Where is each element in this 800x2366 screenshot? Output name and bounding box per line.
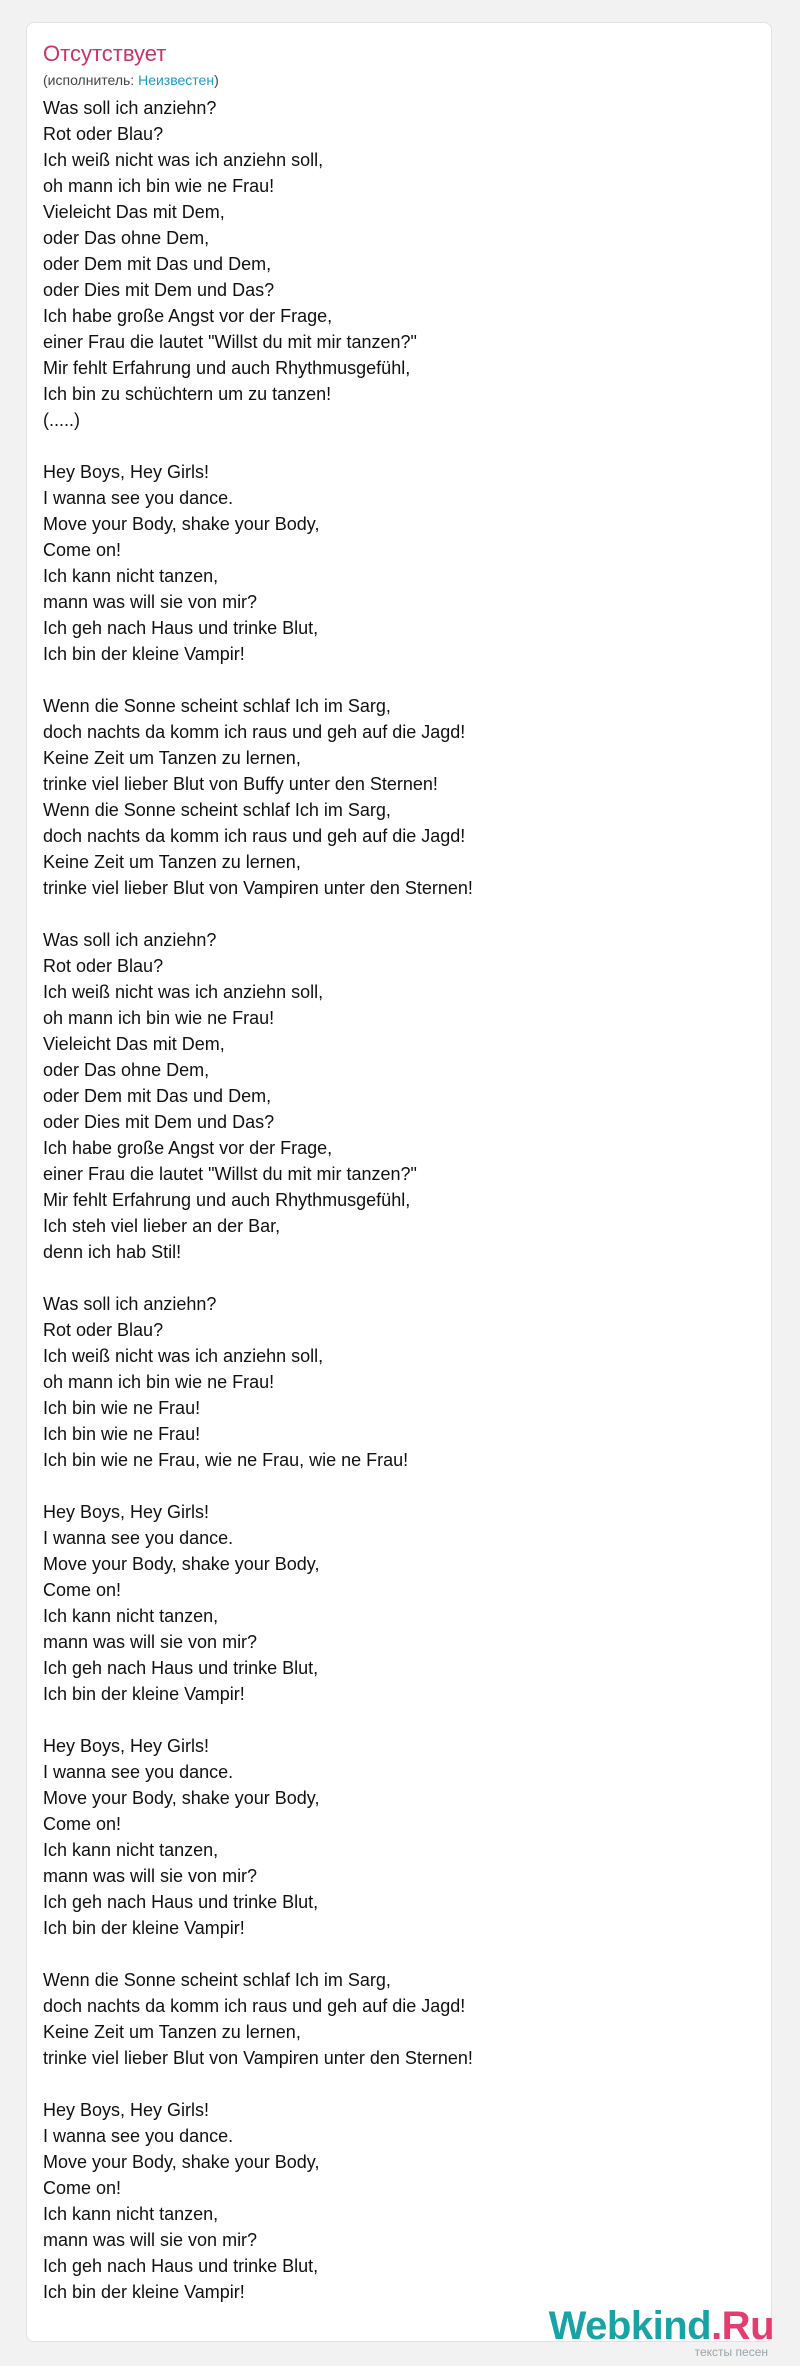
brand-tagline: тексты песен xyxy=(694,2345,768,2359)
lyrics-line: mann was will sie von mir? xyxy=(43,1866,258,1886)
lyrics-line: trinke viel lieber Blut von Buffy unter den Sternen! xyxy=(43,774,438,794)
lyrics-line: Rot oder Blau? xyxy=(43,124,164,144)
lyrics-line: I wanna see you dance. xyxy=(43,1528,234,1548)
lyrics-stanza xyxy=(43,2097,755,2305)
lyrics-line: Ich kann nicht tanzen, xyxy=(43,1606,219,1626)
lyrics-line: Keine Zeit um Tanzen zu lernen, xyxy=(43,852,301,872)
lyrics-line: oh mann ich bin wie ne Frau! xyxy=(43,1372,275,1392)
lyrics-line: Ich bin wie ne Frau, wie ne Frau, wie ne Frau! xyxy=(43,1450,409,1470)
lyrics-line: Was soll ich anziehn? xyxy=(43,930,217,950)
lyrics-card xyxy=(26,22,772,2342)
lyrics-line: Ich kann nicht tanzen, xyxy=(43,2204,219,2224)
lyrics-line: Ich geh nach Haus und trinke Blut, xyxy=(43,1658,319,1678)
lyrics-line: Ich steh viel lieber an der Bar, xyxy=(43,1216,281,1236)
lyrics-line: mann was will sie von mir? xyxy=(43,1632,258,1652)
lyrics-line: mann was will sie von mir? xyxy=(43,2230,258,2250)
lyrics-line: oder Dem mit Das und Dem, xyxy=(43,254,272,274)
lyrics-line: doch nachts da komm ich raus und geh auf die Jagd! xyxy=(43,826,466,846)
lyrics-line: trinke viel lieber Blut von Vampiren unter den Sternen! xyxy=(43,2048,473,2068)
lyrics-line: Hey Boys, Hey Girls! xyxy=(43,462,210,482)
lyrics-line: oder Dies mit Dem und Das? xyxy=(43,280,275,300)
lyrics-line: Ich bin der kleine Vampir! xyxy=(43,644,245,664)
lyrics-line: oder Dies mit Dem und Das? xyxy=(43,1112,275,1132)
lyrics-line: Rot oder Blau? xyxy=(43,956,164,976)
lyrics-line: Hey Boys, Hey Girls! xyxy=(43,1502,210,1522)
lyrics-line: oh mann ich bin wie ne Frau! xyxy=(43,176,275,196)
lyrics-line: Was soll ich anziehn? xyxy=(43,1294,217,1314)
lyrics-line: Ich bin wie ne Frau! xyxy=(43,1398,201,1418)
lyrics-stanza xyxy=(43,927,755,1265)
lyrics-line: Ich bin der kleine Vampir! xyxy=(43,1918,245,1938)
lyrics-stanza xyxy=(43,1967,755,2071)
lyrics-line: Keine Zeit um Tanzen zu lernen, xyxy=(43,2022,301,2042)
lyrics-line: trinke viel lieber Blut von Vampiren unter den Sternen! xyxy=(43,878,473,898)
lyrics-line: Ich kann nicht tanzen, xyxy=(43,566,219,586)
lyrics-line: oder Das ohne Dem, xyxy=(43,228,210,248)
lyrics-line: Come on! xyxy=(43,540,122,560)
lyrics-line: Come on! xyxy=(43,2178,122,2198)
lyrics-line: Keine Zeit um Tanzen zu lernen, xyxy=(43,748,301,768)
lyrics-line: Mir fehlt Erfahrung und auch Rhythmusgefühl, xyxy=(43,1190,411,1210)
lyrics-line: Ich geh nach Haus und trinke Blut, xyxy=(43,1892,319,1912)
lyrics-line: I wanna see you dance. xyxy=(43,1762,234,1782)
song-title: Отсутствует xyxy=(43,41,167,66)
lyrics-line: Mir fehlt Erfahrung und auch Rhythmusgefühl, xyxy=(43,358,411,378)
lyrics-line: Vieleicht Das mit Dem, xyxy=(43,1034,225,1054)
lyrics-line: Ich bin zu schüchtern um zu tanzen! xyxy=(43,384,332,404)
lyrics-line: oder Das ohne Dem, xyxy=(43,1060,210,1080)
lyrics-line: Hey Boys, Hey Girls! xyxy=(43,1736,210,1756)
brand-name xyxy=(549,2306,774,2346)
lyrics-stanza xyxy=(43,459,755,667)
artist-link[interactable]: Неизвестен xyxy=(138,72,215,88)
lyrics-line: I wanna see you dance. xyxy=(43,488,234,508)
lyrics-line: doch nachts da komm ich raus und geh auf die Jagd! xyxy=(43,722,466,742)
lyrics-line: Wenn die Sonne scheint schlaf Ich im Sarg, xyxy=(43,696,391,716)
lyrics-line: mann was will sie von mir? xyxy=(43,592,258,612)
lyrics-line: Come on! xyxy=(43,1580,122,1600)
lyrics-stanza xyxy=(43,693,755,901)
lyrics-line: Rot oder Blau? xyxy=(43,1320,164,1340)
lyrics-line: Ich weiß nicht was ich anziehn soll, xyxy=(43,1346,324,1366)
lyrics-line: denn ich hab Stil! xyxy=(43,1242,182,1262)
lyrics-line: Ich geh nach Haus und trinke Blut, xyxy=(43,2256,319,2276)
lyrics-content xyxy=(43,41,755,2331)
lyrics-line: Move your Body, shake your Body, xyxy=(43,1554,320,1574)
lyrics-line: Wenn die Sonne scheint schlaf Ich im Sarg, xyxy=(43,800,391,820)
brand-name-main: Webkind xyxy=(548,2304,712,2348)
lyrics-line: Ich weiß nicht was ich anziehn soll, xyxy=(43,982,324,1002)
lyrics-line: (.....) xyxy=(43,410,80,430)
lyrics-line: Come on! xyxy=(43,1814,122,1834)
lyrics-line: Ich habe große Angst vor der Frage, xyxy=(43,306,333,326)
lyrics-stanza xyxy=(43,95,755,433)
lyrics-line: Vieleicht Das mit Dem, xyxy=(43,202,225,222)
lyrics-stanza xyxy=(43,1499,755,1707)
lyrics-line: Ich weiß nicht was ich anziehn soll, xyxy=(43,150,324,170)
lyrics-line: einer Frau die lautet "Willst du mit mir tanzen?" xyxy=(43,332,417,352)
lyrics-stanza xyxy=(43,1291,755,1473)
lyrics-line: Wenn die Sonne scheint schlaf Ich im Sarg, xyxy=(43,1970,391,1990)
lyrics-line: Ich habe große Angst vor der Frage, xyxy=(43,1138,333,1158)
lyrics-line: Ich kann nicht tanzen, xyxy=(43,1840,219,1860)
lyrics-body xyxy=(43,95,755,2305)
brand-name-suffix: .Ru xyxy=(711,2304,774,2348)
lyrics-line: Ich bin wie ne Frau! xyxy=(43,1424,201,1444)
lyrics-line: Ich bin der kleine Vampir! xyxy=(43,2282,245,2302)
lyrics-line: Was soll ich anziehn? xyxy=(43,98,217,118)
lyrics-stanza xyxy=(43,1733,755,1941)
lyrics-line: oder Dem mit Das und Dem, xyxy=(43,1086,272,1106)
lyrics-line: Move your Body, shake your Body, xyxy=(43,2152,320,2172)
lyrics-line: einer Frau die lautet "Willst du mit mir tanzen?" xyxy=(43,1164,417,1184)
lyrics-line: Move your Body, shake your Body, xyxy=(43,1788,320,1808)
lyrics-line: Hey Boys, Hey Girls! xyxy=(43,2100,210,2120)
lyrics-line: oh mann ich bin wie ne Frau! xyxy=(43,1008,275,1028)
lyrics-line: Ich geh nach Haus und trinke Blut, xyxy=(43,618,319,638)
lyrics-line: doch nachts da komm ich raus und geh auf die Jagd! xyxy=(43,1996,466,2016)
lyrics-line: I wanna see you dance. xyxy=(43,2126,234,2146)
lyrics-line: Ich bin der kleine Vampir! xyxy=(43,1684,245,1704)
artist-line xyxy=(43,71,755,89)
artist-prefix: (исполнитель: xyxy=(43,72,139,88)
lyrics-line: Move your Body, shake your Body, xyxy=(43,514,320,534)
artist-suffix: ) xyxy=(214,72,219,88)
webkind-logo[interactable] xyxy=(549,2306,774,2358)
